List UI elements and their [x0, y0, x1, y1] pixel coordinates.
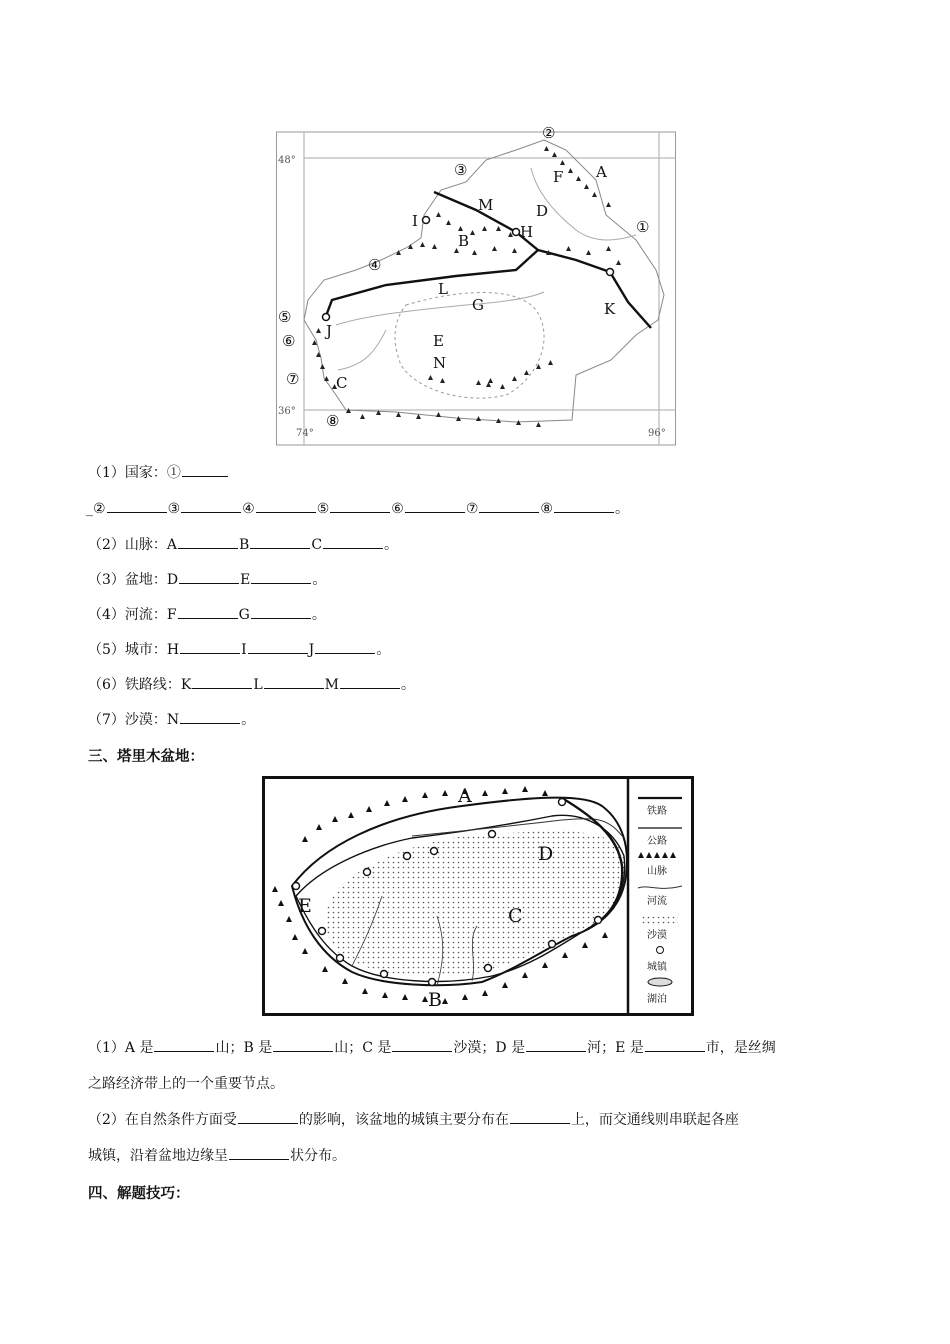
- q1-countries-line1: （1）国家：①: [88, 462, 229, 483]
- legend-desert: 沙漠: [647, 930, 667, 941]
- legend-river: 河流: [647, 896, 667, 907]
- map1-label-I: I: [412, 212, 418, 230]
- q2-mountains: （2）山脉：A B C 。: [88, 534, 398, 555]
- q5-cities: （5）城市：H I J 。: [88, 639, 390, 660]
- map1-label-H: H: [520, 223, 534, 241]
- q1-countries-line2: _② ③ ④ ⑤ ⑥ ⑦ ⑧ 。: [86, 498, 629, 519]
- section4-heading: 四、解题技巧：: [88, 1186, 190, 1202]
- railway-l: [326, 250, 538, 316]
- legend-town: 城镇: [647, 962, 667, 973]
- lat-36-label: 36°: [278, 406, 296, 417]
- map1-label-c2: ②: [542, 124, 556, 142]
- map1-label-L: L: [438, 280, 448, 298]
- s3-q2: （2）在自然条件方面受 的影响，该盆地的城镇主要分布在 上，而交通线则串联起各座 城镇，沿着盆地边缘呈 状分布。: [88, 1102, 863, 1174]
- map1-label-c4: ④: [368, 256, 382, 274]
- xinjiang-map: [276, 120, 676, 446]
- map1-label-K: K: [604, 300, 616, 318]
- lon-96-label: 96°: [648, 428, 666, 439]
- section3-heading: 三、塔里木盆地：: [88, 749, 204, 765]
- map1-label-N: N: [433, 354, 447, 372]
- legend-lake: 湖泊: [647, 994, 667, 1005]
- map1-label-J: J: [326, 322, 333, 340]
- map1-label-c8: ⑧: [326, 412, 340, 430]
- map1-label-c3: ③: [454, 161, 468, 179]
- lon-74-label: 74°: [296, 428, 314, 439]
- xinjiang-border: [304, 140, 664, 422]
- q7-desert: （7）沙漠：N 。: [88, 709, 255, 730]
- map1-label-C: C: [336, 374, 348, 392]
- map1-label-c6: ⑥: [282, 332, 296, 350]
- map1-label-F: F: [553, 168, 564, 186]
- legend-mountain: 山脉: [647, 866, 667, 877]
- q3-basins: （3）盆地：D E 。: [88, 569, 326, 590]
- map2-label-C: C: [508, 905, 523, 927]
- map1-label-A: A: [596, 163, 607, 181]
- map1-label-c1: ①: [636, 218, 650, 236]
- map2-label-B: B: [428, 989, 442, 1011]
- map1-label-E: E: [433, 332, 444, 350]
- tarim-basin-map: [262, 776, 694, 1016]
- map2-label-D: D: [538, 843, 554, 865]
- map1-label-G: G: [472, 296, 484, 314]
- blank[interactable]: [182, 462, 228, 477]
- map2-label-E: E: [298, 895, 312, 917]
- s3-q1: （1）A 是 山；B 是 山；C 是 沙漠；D 是 河；E 是 市，是丝绸 之路经济带上的一个重要节点。: [88, 1030, 863, 1102]
- legend-railway: 铁路: [647, 806, 667, 817]
- q6-railways: （6）铁路线：K L M 。: [88, 674, 415, 695]
- map1-label-B: B: [458, 232, 470, 250]
- q4-rivers: （4）河流：F G 。: [88, 604, 326, 625]
- map1-label-M: M: [478, 196, 494, 214]
- map1-label-c5: ⑤: [278, 308, 292, 326]
- map1-label-c7: ⑦: [286, 370, 300, 388]
- lat-48-label: 48°: [278, 155, 296, 166]
- map2-label-A: A: [458, 785, 472, 807]
- legend-road: 公路: [647, 836, 667, 847]
- map1-label-D: D: [536, 202, 549, 220]
